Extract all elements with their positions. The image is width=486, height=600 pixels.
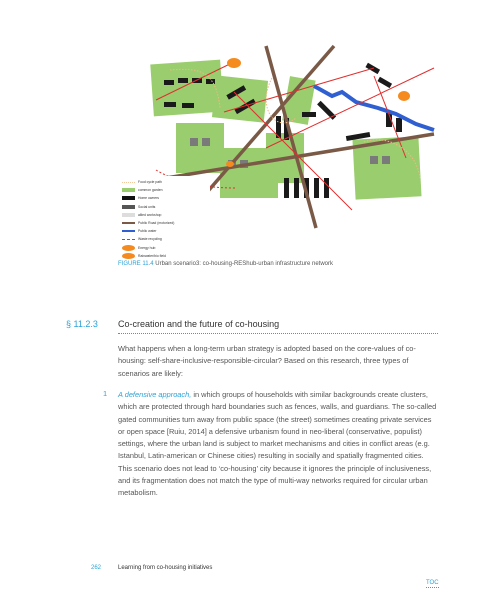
page-number: 262 (91, 565, 102, 571)
legend-item (122, 203, 202, 211)
legend-item (122, 186, 202, 194)
legend-item (122, 227, 202, 235)
legend-label: Rainwater/bio field (138, 253, 166, 258)
section-divider (118, 333, 438, 334)
toc-link[interactable]: TOC (426, 580, 439, 586)
intro-paragraph: What happens when a long-term urban strategy is adopted based on the core-values of co-housing: self-share-inclusive-responsible-circular? Based on this research, three types of scenarios are likely: (118, 344, 416, 378)
section-title: Co-creation and the future of co-housing (118, 319, 280, 329)
legend-item (122, 252, 202, 260)
legend-item (122, 211, 202, 219)
map-legend (122, 178, 202, 260)
legend-swatch-icon (122, 239, 135, 240)
legend-swatch-icon (122, 222, 135, 224)
figure-label: FIGURE 11.4 (118, 261, 154, 267)
legend-swatch-icon (122, 205, 135, 209)
legend-label: allied workshop (138, 212, 162, 217)
figure-caption (118, 261, 333, 267)
legend-label: Home owners (138, 196, 159, 201)
figure-caption-text: Urban scenario3: co-housing-REShub-urban infrastructure network (155, 261, 334, 267)
legend-swatch-icon (122, 196, 135, 200)
legend-swatch-icon (122, 253, 135, 259)
legend-label: Energy hub (138, 245, 156, 250)
legend-item (122, 244, 202, 252)
running-title: Learning from co-housing initiatives (118, 565, 213, 571)
legend-label: Public Road (motorized) (138, 221, 175, 226)
legend-label: Public water (138, 229, 157, 234)
legend-item (122, 178, 202, 186)
list-item-number: 1 (103, 389, 108, 398)
section-number: § 11.2.3 (66, 319, 98, 329)
legend-swatch-icon (122, 213, 135, 217)
legend-item (122, 219, 202, 227)
legend-label: common garden (138, 188, 163, 193)
list-item-emphasis: A defensive approach, (118, 390, 192, 399)
legend-swatch-icon (122, 188, 135, 192)
legend-label: Waste recycling (138, 237, 162, 242)
list-item-text: in which groups of households with similar backgrounds create clusters, which are protected through hard boundaries such as fences, walls, and guardians. The so-called gated communities turn away from public space (the street) sometimes creating private services or open space [Ruiu, 2014] a defensive urbanism found in neo-liberal (conservative, populist) settings, where the urban land is subject to market mechanisms and cities in conflict areas (e.g. Istanbul, Latin-american or Chinese cities) resulting in socially and spatially fragmented cities. This scenario does not lead to ‘co-housing’ city because it ignores the principle of inclusiveness, and its fragmentation does not match the type of multi-way networks required for circular urban metabolism. (118, 390, 437, 498)
legend-item (122, 194, 202, 202)
legend-label: Food cycle path (138, 180, 162, 185)
legend-item (122, 235, 202, 243)
legend-swatch-icon (122, 182, 135, 183)
legend-swatch-icon (122, 245, 135, 251)
list-item (118, 389, 438, 500)
public-water (314, 86, 434, 130)
legend-label: Social units (138, 204, 156, 209)
legend-swatch-icon (122, 230, 135, 232)
